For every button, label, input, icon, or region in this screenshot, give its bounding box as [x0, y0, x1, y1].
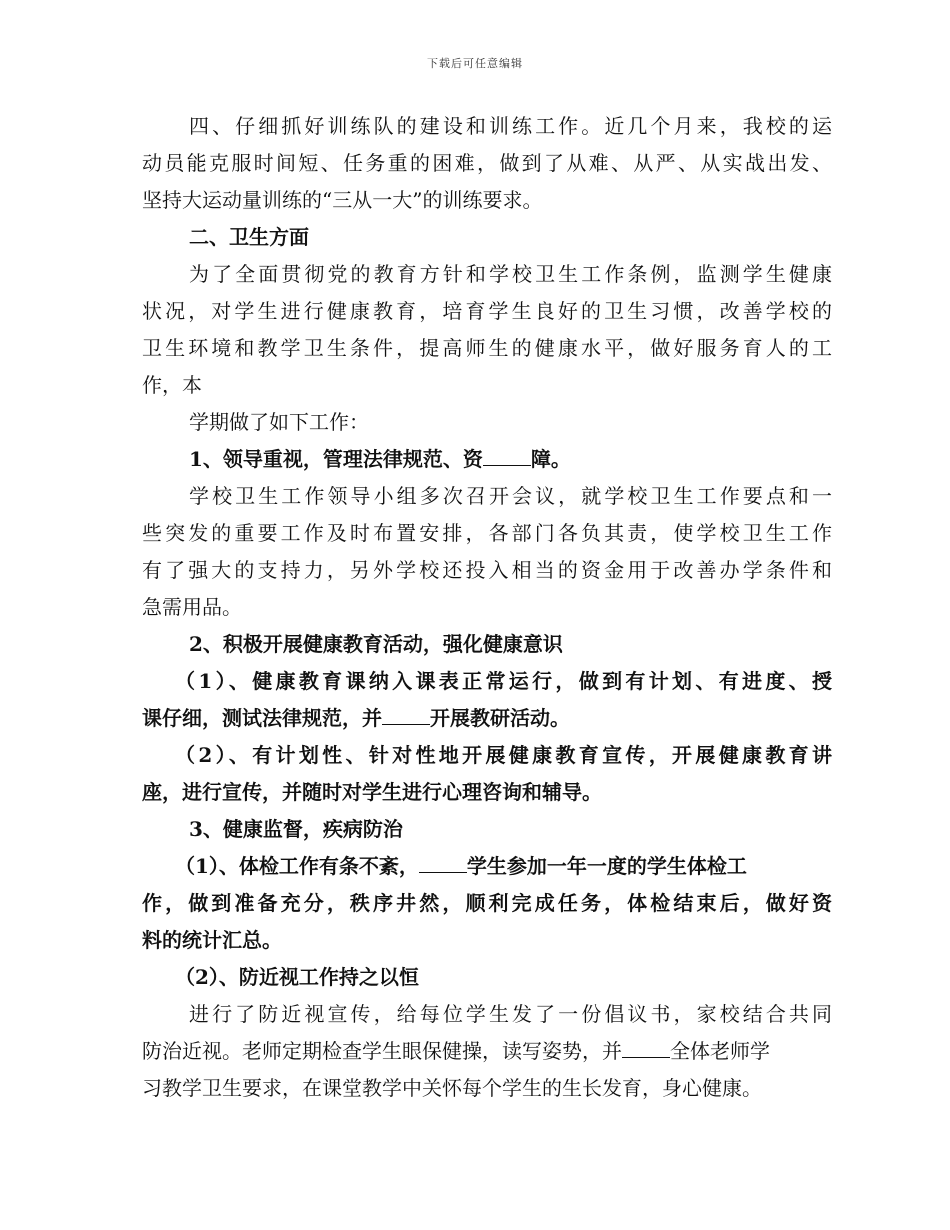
paragraph-line: （2）、有计划性、针对性地开展健康教育宣传，开展健康教育讲 — [175, 743, 832, 767]
paragraph-line: 动员能克服时间短、任务重的困难，做到了从难、从严、从实战出发、 — [142, 151, 832, 175]
paragraph-line: 状况，对学生进行健康教育，培育学生良好的卫生习惯，改善学校的 — [142, 299, 832, 323]
section-heading: 二、卫生方面 — [189, 225, 309, 249]
paragraph-line: 坚持大运动量训练的“三从一大”的训练要求。 — [142, 188, 543, 212]
blank-underline — [483, 447, 531, 466]
paragraph-line — [142, 1033, 832, 1070]
paragraph-line — [142, 700, 832, 737]
paragraph-line: 学校卫生工作领导小组多次召开会议，就学校卫生工作要点和一 — [189, 484, 832, 508]
subsection-heading — [142, 441, 832, 478]
heading-text: 障。 — [530, 447, 571, 471]
line-text: 全体老师学 — [670, 1039, 770, 1063]
document-body — [142, 108, 832, 1107]
paragraph-line: 些突发的重要工作及时布置安排，各部门各负其责，使学校卫生工作 — [142, 521, 832, 545]
paragraph-line: 作，本 — [142, 373, 202, 397]
blank-underline — [419, 854, 467, 873]
paragraph-line — [142, 848, 832, 885]
paragraph-line: 进行了防近视宣传，给每位学生发了一份倡议书，家校结合共同 — [189, 1002, 832, 1026]
line-text: 防治近视。老师定期检查学生眼保健操，读写姿势，并 — [142, 1039, 622, 1063]
line-text: 开展教研活动。 — [430, 706, 570, 730]
line-text: （1）、体检工作有条不紊， — [175, 854, 419, 878]
paragraph-line: 作，做到准备充分，秩序井然，顺利完成任务，体检结束后，做好资 — [142, 891, 832, 915]
paragraph-line: 学期做了如下工作： — [189, 410, 369, 434]
paragraph-line: 习教学卫生要求，在课堂教学中关怀每个学生的生长发育，身心健康。 — [142, 1076, 762, 1100]
line-text: 课仔细，测试法律规范，并 — [142, 706, 382, 730]
paragraph-line: 卫生环境和教学卫生条件，提高师生的健康水平，做好服务育人的工 — [142, 336, 832, 360]
paragraph-line: 四、仔细抓好训练队的建设和训练工作。近几个月来，我校的运 — [189, 114, 832, 138]
blank-underline — [382, 706, 430, 725]
paragraph-line: 有了强大的支持力，另外学校还投入相当的资金用于改善办学条件和 — [142, 558, 832, 582]
paragraph-line: （1）、健康教育课纳入课表正常运行，做到有计划、有进度、授 — [175, 669, 832, 693]
blank-underline — [622, 1039, 670, 1058]
paragraph-line: 为了全面贯彻党的教育方针和学校卫生工作条例，监测学生健康 — [189, 262, 832, 286]
page-header: 下载后可任意编辑 — [427, 57, 523, 70]
line-text: 学生参加一年一度的学生体检工 — [466, 854, 747, 878]
heading-text: 1、领导重视，管理法律规范、资 — [189, 447, 483, 471]
subsection-heading: 2、积极开展健康教育活动，强化健康意识 — [189, 632, 563, 656]
paragraph-line: 座，进行宣传，并随时对学生进行心理咨询和辅导。 — [142, 780, 602, 804]
paragraph-line: 料的统计汇总。 — [142, 928, 282, 952]
subsection-heading: （2）、防近视工作持之以恒 — [175, 965, 419, 989]
paragraph-line: 急需用品。 — [142, 595, 242, 619]
subsection-heading: 3、健康监督，疾病防治 — [189, 817, 403, 841]
